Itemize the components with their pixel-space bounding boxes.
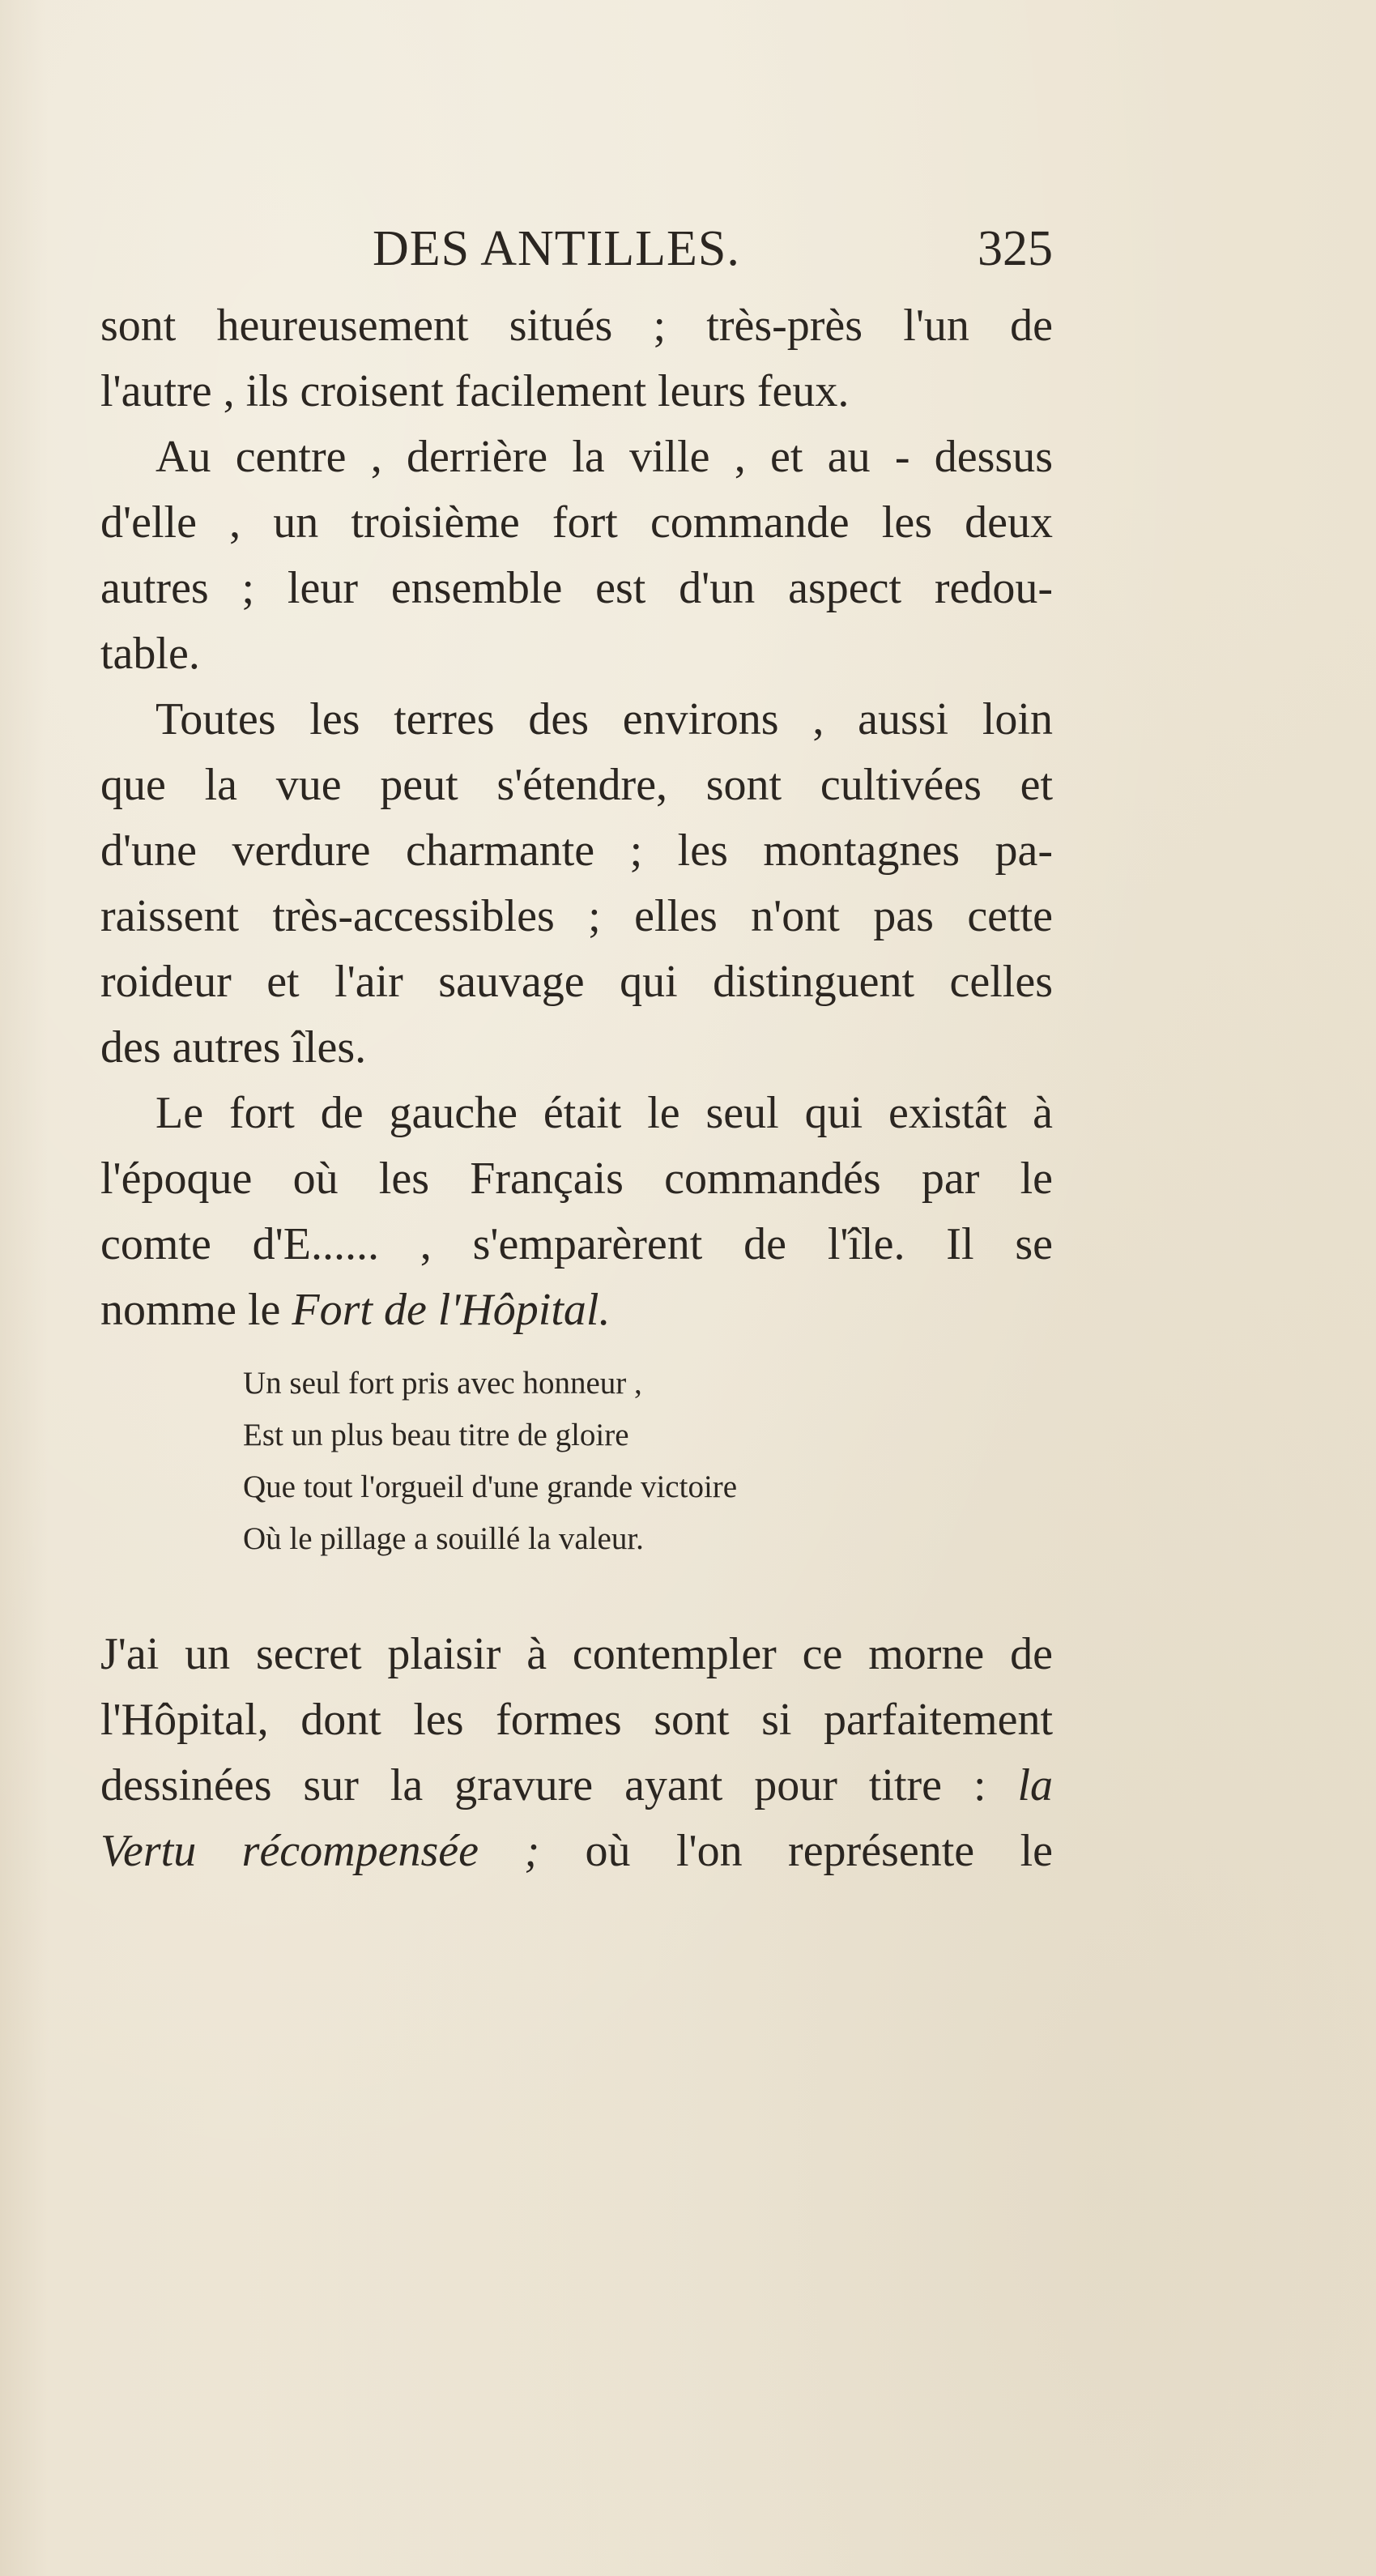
- text-run: où l'on représente le: [539, 1826, 1053, 1876]
- italic-title: Vertu récompensée ;: [100, 1826, 540, 1876]
- text-line: Toutes les terres des environs , aussi loin: [155, 694, 1053, 744]
- text-line: [100, 1753, 1053, 1819]
- verse-line: Où le pillage a souillé la valeur.: [243, 1521, 644, 1556]
- verse-quotation: [100, 1358, 1053, 1565]
- text-line: autres ; leur ensemble est d'un aspect redou-: [100, 563, 1053, 613]
- verse-line: Est un plus beau titre de gloire: [243, 1418, 629, 1452]
- italic-title: la: [1017, 1760, 1053, 1810]
- text-line: sont heureusement situés ; très-près l'un de: [100, 301, 1053, 351]
- text-line: des autres îles.: [100, 1022, 367, 1073]
- text-line: Le fort de gauche était le seul qui existât à: [155, 1088, 1053, 1138]
- text-run: nomme le: [100, 1285, 292, 1335]
- text-line: d'elle , un troisième fort commande les deux: [100, 497, 1053, 548]
- text-line: [100, 1277, 1053, 1343]
- text-line: l'autre , ils croisent facilement leurs feux.: [100, 366, 850, 416]
- text-line: J'ai un secret plaisir à contempler ce morne de: [100, 1629, 1053, 1679]
- text-line: [100, 1819, 1053, 1884]
- page-header: [373, 212, 1053, 285]
- verse-line: Un seul fort pris avec honneur ,: [243, 1366, 642, 1401]
- spacer: [100, 1565, 1053, 1622]
- italic-title: Fort de l'Hôpital.: [292, 1285, 611, 1335]
- text-line: d'une verdure charmante ; les montagnes pa-: [100, 825, 1053, 876]
- running-head: DES ANTILLES.: [373, 221, 740, 276]
- text-line: roideur et l'air sauvage qui distinguent celles: [100, 957, 1053, 1007]
- text-line: l'Hôpital, dont les formes sont si parfaitement: [100, 1695, 1053, 1745]
- text-run: dessinées sur la gravure ayant pour titre :: [100, 1760, 1018, 1810]
- text-line: raissent très-accessibles ; elles n'ont pas cette: [100, 891, 1053, 941]
- body-text: [100, 293, 1053, 1884]
- page-number: 325: [978, 221, 1053, 276]
- text-line: que la vue peut s'étendre, sont cultivées et: [100, 760, 1053, 810]
- verse-line: Que tout l'orgueil d'une grande victoire: [243, 1469, 738, 1504]
- text-line: comte d'E...... , s'emparèrent de l'île. Il se: [100, 1219, 1053, 1269]
- text-line: l'époque où les Français commandés par le: [100, 1154, 1053, 1204]
- text-line: Au centre , derrière la ville , et au - dessus: [155, 432, 1053, 482]
- text-line: table.: [100, 629, 200, 679]
